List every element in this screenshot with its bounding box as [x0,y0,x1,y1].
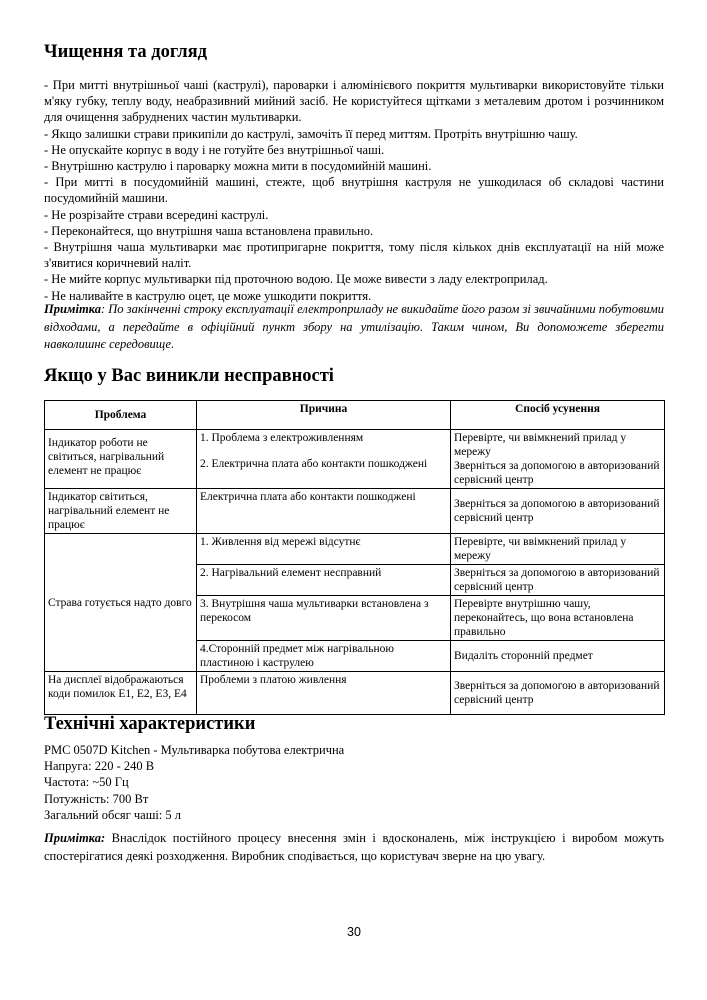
cause-cell: 4.Сторонній предмет між нагрівальною пластиною і каструлею [197,641,451,672]
table-row [45,430,665,489]
spec-power: Потужність: 700 Вт [44,791,149,806]
care-instructions [44,77,664,304]
troubleshooting-table [44,400,665,715]
problem-cell: На дисплеї відображаються коди помилок Е1, Е2, Е3, Е4 [45,672,197,715]
table-row [45,534,665,565]
fix-cell: Зверніться за допомогою в авторизований сервісний центр [451,565,665,596]
problem-cell: Страва готується надто довго [45,534,197,672]
care-item: - Не наливайте в каструлю оцет, це може ушкодити покриття. [44,288,372,303]
header-fix: Спосіб усунення [451,401,665,430]
care-item: - Не мийте корпус мультиварки під проточною водою. Це може вивести з ладу електроприлад. [44,272,548,287]
faults-section-title: Якщо у Вас виникли несправності [44,366,334,386]
care-item: - При митті внутрішньої чаші (каструлі), пароварки і алюмінієвого покриття мультиварки використовуйте тільки м'яку губку, теплу воду, неабразивний мийний засіб. Не користуйтеся щітками з металевим дротом і розчинником для очищення забруднених частин мультиварки. [44,78,664,125]
fix-line: Перевірте, чи ввімкнений прилад у мережу [454,432,627,458]
cause-cell [197,430,451,489]
table-header-row [45,401,665,430]
spec-volume: Загальний обсяг чаші: 5 л [44,807,182,822]
care-item: - Внутрішню каструлю і пароварку можна мити в посудомийній машині. [44,159,432,174]
problem-cell: Індикатор роботи не світиться, нагрівальний елемент не працює [45,430,197,489]
table-row [45,672,665,715]
header-problem: Проблема [45,401,197,430]
specs-section-title: Технічні характеристики [44,714,256,734]
care-item: - Внутрішня чаша мультиварки має протипригарне покриття, тому після кількох днів експлуатації на ній може з'явитися коричневий наліт. [44,240,664,271]
disposal-note [44,301,664,354]
fix-cell: Перевірте внутрішню чашу, переконайтесь, що вона встановлена правильно [451,596,665,641]
cause-line: 2. Електрична плата або контакти пошкоджені [200,458,428,470]
cause-cell: Електрична плата або контакти пошкоджені [197,489,451,534]
care-item: - Не розрізайте страви всередині каструлі. [44,207,269,222]
cause-line: 1. Проблема з електроживленням [200,432,364,444]
cause-cell: 3. Внутрішня чаша мультиварки встановлена з перекосом [197,596,451,641]
cause-cell: 1. Живлення від мережі відсутнє [197,534,451,565]
problem-cell: Індикатор світиться, нагрівальний елемент не працює [45,489,197,534]
care-item: - Якщо залишки страви прикипіли до каструлі, замочіть її перед миттям. Протріть внутрішню чашу. [44,126,578,141]
cause-cell: 2. Нагрівальний елемент несправний [197,565,451,596]
care-item: - Не опускайте корпус в воду і не готуйте без внутрішньої чаші. [44,142,385,157]
spec-voltage: Напруга: 220 - 240 В [44,759,155,774]
note-label: Примітка [44,302,101,316]
table-row [45,489,665,534]
cause-cell: Проблеми з платою живлення [197,672,451,715]
care-section-title: Чищення та догляд [44,42,208,62]
note-text: : По закінченні строку експлуатації електроприладу не викидайте його разом зі звичайними побутовими відходами, а передайте в офіційний пункт збору на утилізацію. Таким чином, Ви допоможете зберегти навколишнє середовище. [44,302,664,351]
fix-cell: Зверніться за допомогою в авторизований сервісний центр [451,489,665,534]
care-item: - Переконайтеся, що внутрішня чаша встановлена правильно. [44,223,374,238]
spec-frequency: Частота: ~50 Гц [44,775,129,790]
care-item: - При митті в посудомийній машині, стежте, щоб внутрішня каструля не ушкодилася об складові частини посудомийній машини. [44,175,664,206]
fix-cell: Видаліть сторонній предмет [451,641,665,672]
header-cause: Причина [197,401,451,430]
changes-note [44,829,664,865]
page-number: 30 [347,925,361,939]
note-label: Примітка: [44,831,106,845]
specs-list [44,742,344,823]
fix-cell: Перевірте, чи ввімкнений прилад у мережу [451,534,665,565]
fix-cell: Зверніться за допомогою в авторизований сервісний центр [451,672,665,715]
spec-model: PMC 0507D Kitchen - Мультиварка побутова електрична [44,743,345,757]
fix-line: Зверніться за допомогою в авторизований сервісний центр [454,460,660,486]
fix-cell [451,430,665,489]
note-text: Внаслідок постійного процесу внесення змін і вдосконалень, між інструкцією і виробом можуть спостерігатися деякі розходження. Виробник сподівається, що користувач зверне на цю увагу. [44,831,664,863]
